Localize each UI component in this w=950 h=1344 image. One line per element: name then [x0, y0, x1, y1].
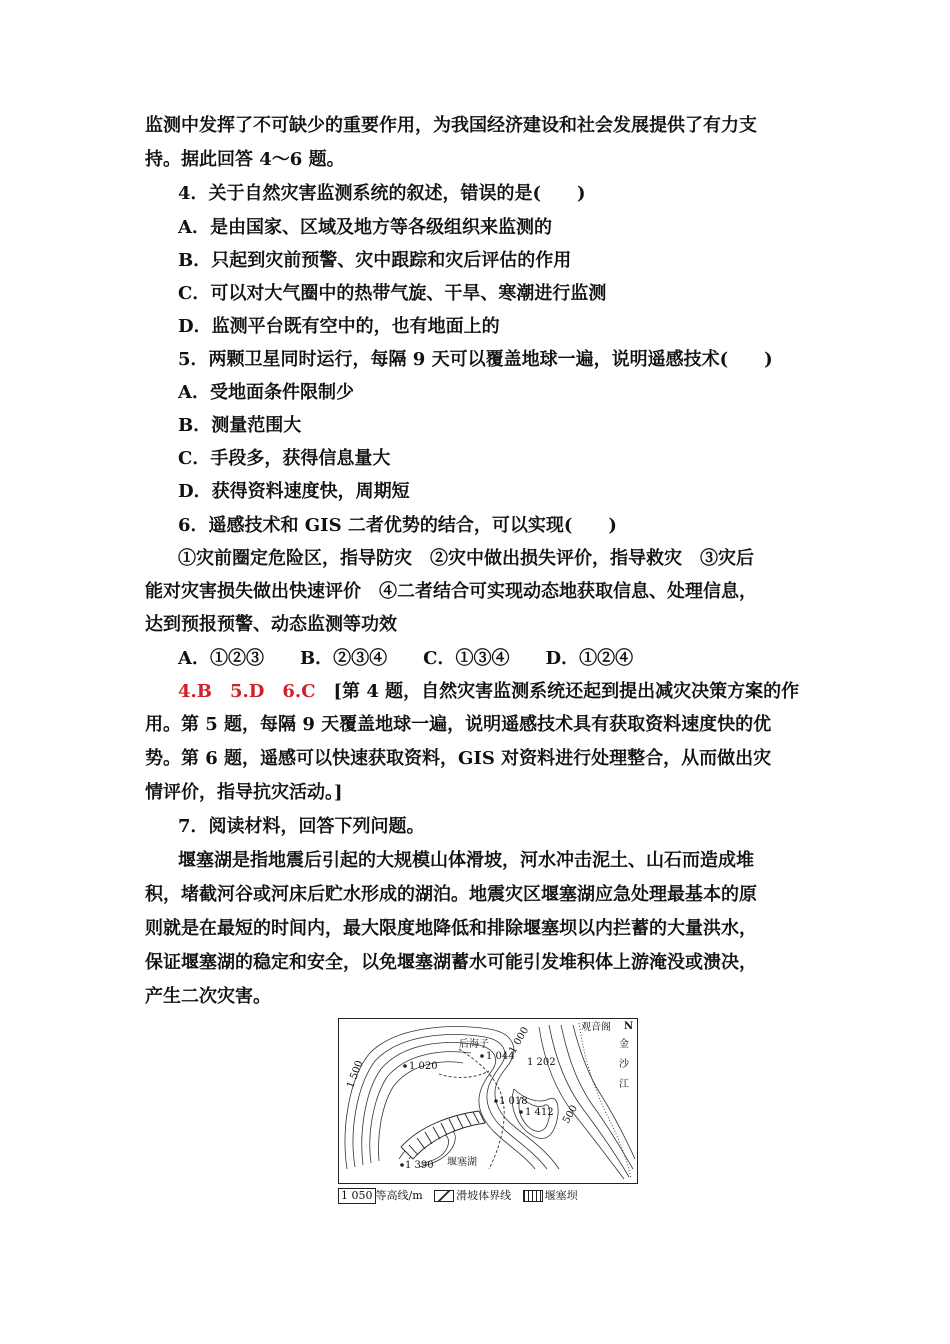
label-elevation-1020: 1 020	[409, 1061, 438, 1072]
q6-body-line-2: 能对灾害损失做出快速评价 ④二者结合可实现动态地获取信息、处理信息，	[145, 581, 757, 602]
label-river-2: 沙	[619, 1059, 629, 1070]
answer-explanation-1: [第 4 题，自然灾害监测系统还起到提出减灾决策方案的作	[315, 681, 800, 702]
intro-line-2: 持。据此回答 4～6 题。	[145, 149, 345, 170]
label-elevation-1390: 1 390	[405, 1160, 434, 1171]
q4-option-b: B．只起到灾前预警、灾中跟踪和灾后评估的作用	[178, 250, 572, 271]
answer-line-3: 势。第 6 题，遥感可以快速获取资料，GIS 对资料进行处理整合，从而做出灾	[145, 748, 772, 769]
label-elevation-1412: 1 412	[525, 1107, 554, 1118]
q6-options: A．①②③ B．②③④ C．①③④ D．①②④	[178, 648, 634, 669]
legend-dam-swatch	[523, 1190, 543, 1202]
label-lake: 堰塞湖	[447, 1157, 477, 1168]
label-elevation-1044: 1 044	[486, 1051, 515, 1062]
q7-paragraph-line-1: 堰塞湖是指地震后引起的大规模山体滑坡，河水冲击泥土、山石而造成堆	[178, 850, 754, 871]
label-contour-1000: 1 000	[507, 1025, 532, 1056]
q6-body-line-3: 达到预报预警、动态监测等功效	[145, 614, 397, 635]
label-guanyinge: 观音阁	[581, 1022, 611, 1033]
contour-map	[338, 1018, 638, 1184]
answer-key: 4.B 5.D 6.C	[178, 681, 316, 702]
q5-option-d: D．获得资料速度快，周期短	[178, 481, 410, 502]
answer-line-2: 用。第 5 题，每隔 9 天覆盖地球一遍，说明遥感技术具有获取资料速度快的优	[145, 714, 772, 735]
intro-line-1: 监测中发挥了不可缺少的重要作用，为我国经济建设和社会发展提供了有力支	[145, 115, 757, 136]
q6-body-line-1: ①灾前圈定危险区，指导防灾 ②灾中做出损失评价，指导救灾 ③灾后	[178, 548, 754, 569]
label-contour-500: 500	[561, 1103, 581, 1126]
label-river-1: 金	[619, 1039, 629, 1050]
legend-contour-label: 等高线/m	[375, 1189, 423, 1202]
label-houhaizi: 后海子	[459, 1039, 489, 1050]
legend-dam-label: 堰塞坝	[544, 1189, 578, 1202]
label-elevation-1202: 1 202	[527, 1057, 556, 1068]
legend-contour-value: 1 050	[338, 1188, 376, 1204]
q4-option-c: C．可以对大气圈中的热带气旋、干旱、寒潮进行监测	[178, 283, 607, 304]
q5-option-a: A．受地面条件限制少	[178, 382, 354, 403]
q5-option-c: C．手段多，获得信息量大	[178, 448, 391, 469]
label-elevation-1018: 1 018	[499, 1096, 528, 1107]
legend-landslide-label: 滑坡体界线	[456, 1189, 512, 1202]
label-contour-1500: 1 500	[345, 1059, 366, 1090]
q7-paragraph-line-5: 产生二次灾害。	[145, 986, 271, 1007]
answer-line-1	[178, 679, 799, 705]
q4-stem: 4．关于自然灾害监测系统的叙述，错误的是( )	[178, 183, 586, 204]
q5-option-b: B．测量范围大	[178, 415, 302, 436]
map-legend	[338, 1188, 578, 1204]
q6-stem: 6．遥感技术和 GIS 二者优势的结合，可以实现( )	[178, 515, 617, 536]
label-river-3: 江	[619, 1079, 629, 1090]
q7-paragraph-line-3: 则就是在最短的时间内，最大限度地降低和排除堰塞坝以内拦蓄的大量洪水，	[145, 918, 757, 939]
q4-option-d: D．监测平台既有空中的，也有地面上的	[178, 316, 500, 337]
q4-option-a: A．是由国家、区域及地方等各级组织来监测的	[178, 217, 552, 238]
north-arrow-label: N	[624, 1021, 634, 1032]
q7-paragraph-line-4: 保证堰塞湖的稳定和安全，以免堰塞湖蓄水可能引发堆积体上游淹没或溃决，	[145, 952, 757, 973]
q7-stem: 7．阅读材料，回答下列问题。	[178, 816, 425, 837]
q5-stem: 5．两颗卫星同时运行，每隔 9 天可以覆盖地球一遍，说明遥感技术( )	[178, 349, 773, 370]
contour-map-figure	[338, 1018, 638, 1208]
answer-line-4: 情评价，指导抗灾活动。]	[145, 782, 343, 803]
legend-landslide-swatch	[434, 1190, 454, 1202]
q7-paragraph-line-2: 积，堵截河谷或河床后贮水形成的湖泊。地震灾区堰塞湖应急处理最基本的原	[145, 884, 757, 905]
